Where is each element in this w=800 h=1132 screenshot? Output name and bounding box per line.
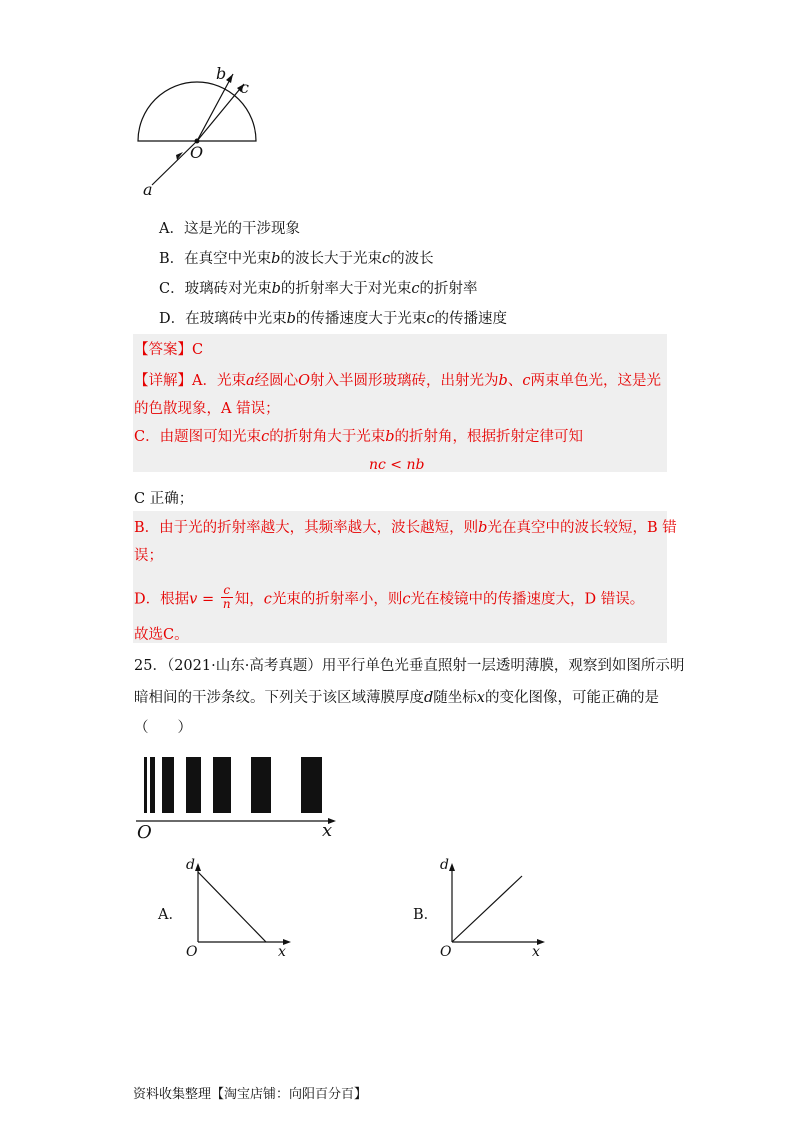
- fringe-3: [162, 757, 174, 813]
- detail-l1-mid1: 经圆心: [254, 373, 299, 389]
- d-post: 光在棱镜中的传播速度大，D 错误。: [410, 591, 645, 608]
- option-d-pre: D．在玻璃砖中光束: [159, 311, 287, 327]
- graph-a-label-d: d: [186, 857, 195, 873]
- label-b: b: [216, 64, 227, 83]
- d-eq: =: [197, 591, 219, 608]
- option-a-text: A．这是光的干涉现象: [159, 221, 300, 237]
- option-c: [159, 279, 478, 299]
- graph-a-line: [198, 872, 266, 942]
- option-d-mid: 的传播速度大于光束: [295, 311, 427, 327]
- option-c-mid: 的折射率大于对光束: [280, 281, 412, 297]
- b-l1: B．由于光的折射率越大，其频率越大，波长越短，则: [134, 520, 479, 536]
- label-O: O: [190, 143, 204, 162]
- interference-fringes-figure: [136, 755, 346, 835]
- fringe-2: [150, 757, 155, 813]
- detail-l1-sep: 、: [507, 373, 523, 389]
- fig2-label-x: x: [322, 820, 333, 841]
- option-b-pre: B．在真空中光束: [159, 251, 272, 267]
- detail-l3-mid: 的折射角大于光束: [269, 429, 386, 445]
- fringe-1: [144, 757, 147, 813]
- graph-b-y-arrow-icon: [449, 863, 455, 871]
- detail-l1-mid2: 射入半圆形玻璃砖，出射光为: [310, 373, 499, 389]
- graph-b-line: [452, 876, 522, 942]
- option-c-pre: C．玻璃砖对光束: [159, 281, 272, 297]
- c-correct: C 正确；: [134, 491, 194, 507]
- graph-b-label-d: d: [440, 857, 449, 873]
- option-a: [159, 219, 300, 239]
- detail-l1-a: a: [245, 373, 255, 389]
- question-25-line-2: [134, 688, 659, 708]
- b-explain-line-1: [134, 518, 677, 538]
- option-b-var2: c: [381, 251, 391, 267]
- graph-a-option: A．: [158, 907, 183, 923]
- detail-l3-c: c: [261, 429, 270, 445]
- q25-l2-pre: 暗相间的干涉条纹。下列关于该区域薄膜厚度: [134, 690, 424, 706]
- b-explain-line-2: 误；: [134, 548, 163, 564]
- fig2-label-O: O: [137, 822, 152, 843]
- frac-den: n: [221, 597, 233, 611]
- detail-line-1: [134, 371, 661, 391]
- q25-l2-mid: 随坐标: [433, 690, 477, 706]
- formula: nc < nb: [369, 457, 425, 473]
- graph-a-label-O: O: [186, 944, 198, 960]
- d-mid: 知，: [234, 591, 264, 608]
- option-c-var1: b: [271, 281, 281, 297]
- detail-l3-pre: C．由题图可知光束: [134, 429, 262, 445]
- detail-l3-post: 的折射角，根据折射定律可知: [394, 429, 584, 445]
- fringe-5: [213, 757, 231, 813]
- fringe-4: [186, 757, 201, 813]
- fraction-c-over-n: [221, 584, 233, 611]
- option-d-post: 的传播速度: [434, 311, 508, 327]
- graph-a-label-x: x: [278, 944, 286, 960]
- label-c: c: [240, 78, 249, 97]
- d-c1: c: [263, 591, 272, 608]
- detail-line-2: 的色散现象，A 错误；: [134, 401, 280, 417]
- question-25-line-3: （ ）: [134, 720, 192, 736]
- graph-b-label-x: x: [532, 944, 540, 960]
- fringe-6: [251, 757, 271, 813]
- b-l1-var: b: [478, 520, 488, 536]
- detail-l1-c: c: [522, 373, 531, 389]
- footer-source: 资料收集整理【淘宝店铺：向阳百分百】: [133, 1087, 368, 1102]
- semicircle-refraction-figure: [120, 60, 280, 200]
- option-d-var1: b: [286, 311, 296, 327]
- graph-b-option: B．: [413, 907, 439, 923]
- question-25-line-1: 25．（2021·山东·高考真题）用平行单色光垂直照射一层透明薄膜，观察到如图所示明: [134, 658, 685, 674]
- q25-l2-post: 的变化图像，可能正确的是: [484, 690, 659, 706]
- q25-l2-x: x: [476, 690, 485, 706]
- option-d-var2: c: [426, 311, 435, 327]
- ray-c: [197, 84, 244, 141]
- option-c-var2: c: [411, 281, 420, 297]
- arrow-b-icon: [226, 74, 233, 83]
- option-c-post: 的折射率: [419, 281, 478, 297]
- detail-l1-post: 两束单色光，这是光: [530, 373, 661, 389]
- option-b-post: 的波长: [390, 251, 434, 267]
- option-b-var1: b: [271, 251, 281, 267]
- d-explain: [134, 583, 645, 613]
- answer-label: 【答案】C: [134, 342, 204, 358]
- b-l1-post: 光在真空中的波长较短，B 错: [487, 520, 677, 536]
- final-answer: 故选C。: [134, 627, 189, 643]
- q25-l2-d: d: [424, 690, 434, 706]
- graph-a: [190, 860, 300, 955]
- option-d: [159, 309, 507, 329]
- d-v: v: [189, 591, 198, 608]
- option-b: [159, 249, 434, 269]
- detail-l1-pre: 【详解】A．光束: [134, 373, 246, 389]
- detail-l1-b: b: [498, 373, 508, 389]
- d-c2: c: [402, 591, 411, 608]
- detail-line-3: [134, 427, 583, 447]
- fringe-7: [301, 757, 322, 813]
- graph-a-y-arrow-icon: [195, 863, 201, 871]
- label-a: a: [143, 180, 153, 199]
- frac-num: c: [223, 583, 231, 597]
- detail-l3-b: b: [385, 429, 395, 445]
- graph-b: [444, 860, 554, 955]
- graph-b-label-O: O: [440, 944, 452, 960]
- d-mid2: 光束的折射率小，则: [271, 591, 403, 608]
- detail-l1-O: O: [298, 373, 311, 389]
- d-pre: D．根据: [134, 591, 190, 608]
- option-b-mid: 的波长大于光束: [280, 251, 382, 267]
